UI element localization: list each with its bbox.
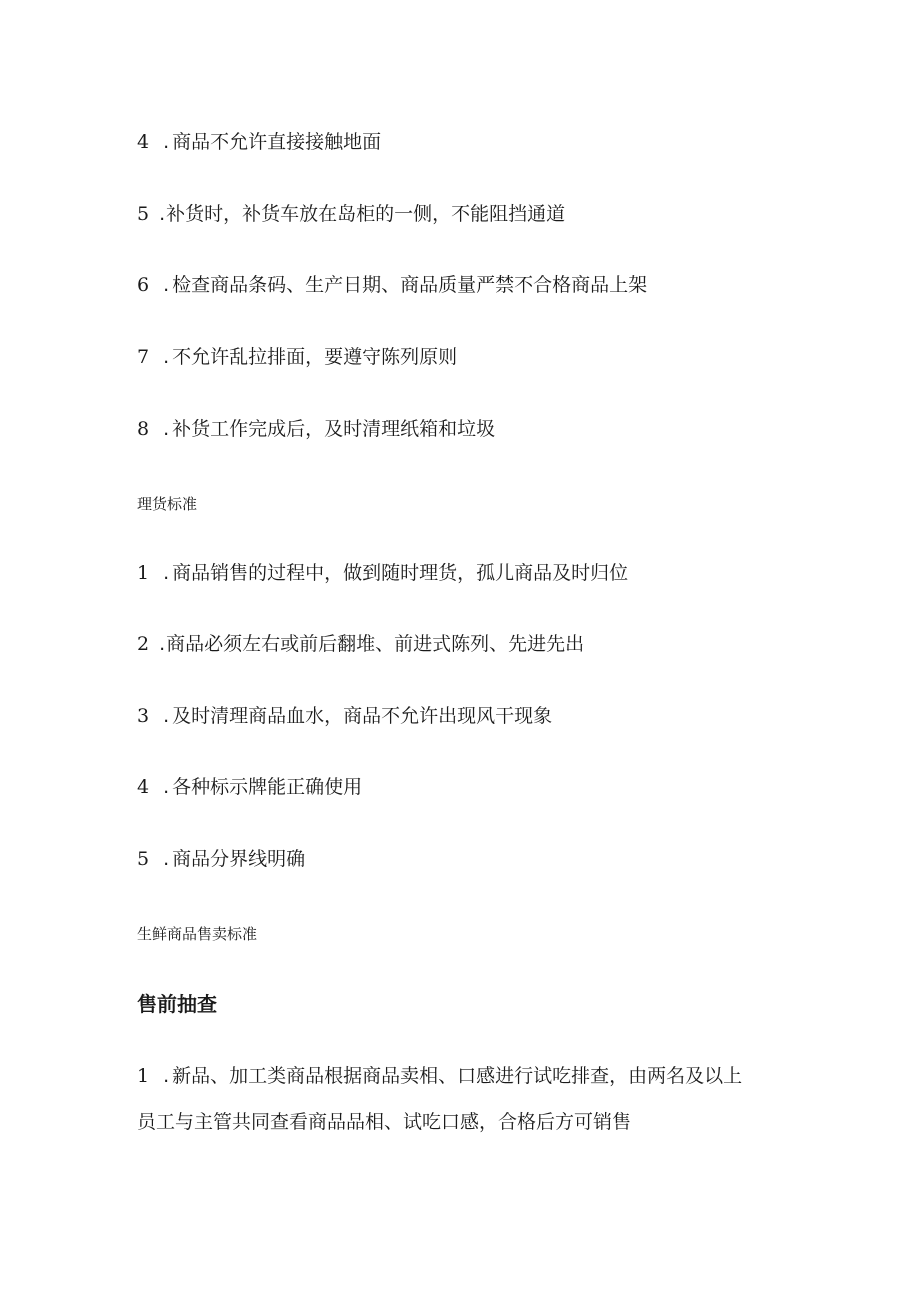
item-number: 4 <box>137 131 150 153</box>
item-number: 1 <box>137 1065 150 1087</box>
item-number: 3 <box>137 705 150 727</box>
item-number: 7 <box>137 346 150 368</box>
item-separator: . <box>163 1065 170 1087</box>
item-number: 5 <box>137 203 150 225</box>
item-separator: . <box>159 203 166 225</box>
item-separator: . <box>163 418 170 440</box>
item-separator: . <box>163 131 170 153</box>
item-text: 商品不允许直接接触地面 <box>172 131 382 153</box>
item-number: 1 <box>137 562 150 584</box>
item-separator: . <box>163 848 170 870</box>
list-item <box>137 276 647 295</box>
section-heading: 理货标准 <box>137 495 198 513</box>
item-text: 补货工作完成后，及时清理纸箱和垃圾 <box>172 418 496 440</box>
list-item <box>137 635 584 654</box>
item-separator: . <box>159 633 166 655</box>
list-item <box>137 1067 742 1086</box>
item-text: 各种标示牌能正确使用 <box>172 776 363 798</box>
item-text: 商品销售的过程中，做到随时理货，孤儿商品及时归位 <box>172 562 629 584</box>
list-item <box>137 348 457 367</box>
item-text: 商品分界线明确 <box>172 848 306 870</box>
list-item <box>137 564 628 583</box>
list-item <box>137 778 362 797</box>
item-separator: . <box>163 346 170 368</box>
section-heading: 生鲜商品售卖标准 <box>137 925 258 943</box>
list-item <box>137 420 495 439</box>
item-text: 商品必须左右或前后翻堆、前进式陈列、先进先出 <box>166 633 585 655</box>
item-number: 8 <box>137 418 150 440</box>
item-text: 不允许乱拉排面，要遵守陈列原则 <box>172 346 458 368</box>
item-text: 新品、加工类商品根据商品卖相、口感进行试吃排查，由两名及以上 <box>172 1065 743 1087</box>
item-separator: . <box>163 562 170 584</box>
item-number: 6 <box>137 274 150 296</box>
item-separator: . <box>163 274 170 296</box>
list-item-continuation: 员工与主管共同查看商品品相、试吃口感，合格后方可销售 <box>137 1111 632 1133</box>
list-item <box>137 205 565 224</box>
item-text: 补货时，补货车放在岛柜的一侧，不能阻挡通道 <box>166 203 566 225</box>
item-separator: . <box>163 776 170 798</box>
item-number: 4 <box>137 776 150 798</box>
item-number: 2 <box>137 633 150 655</box>
item-text: 检查商品条码、生产日期、商品质量严禁不合格商品上架 <box>172 274 648 296</box>
list-item <box>137 133 381 152</box>
item-text: 及时清理商品血水，商品不允许出现风干现象 <box>172 705 553 727</box>
item-number: 5 <box>137 848 150 870</box>
subsection-heading: 售前抽查 <box>137 992 217 1016</box>
list-item <box>137 850 305 869</box>
item-separator: . <box>163 705 170 727</box>
list-item <box>137 707 552 726</box>
